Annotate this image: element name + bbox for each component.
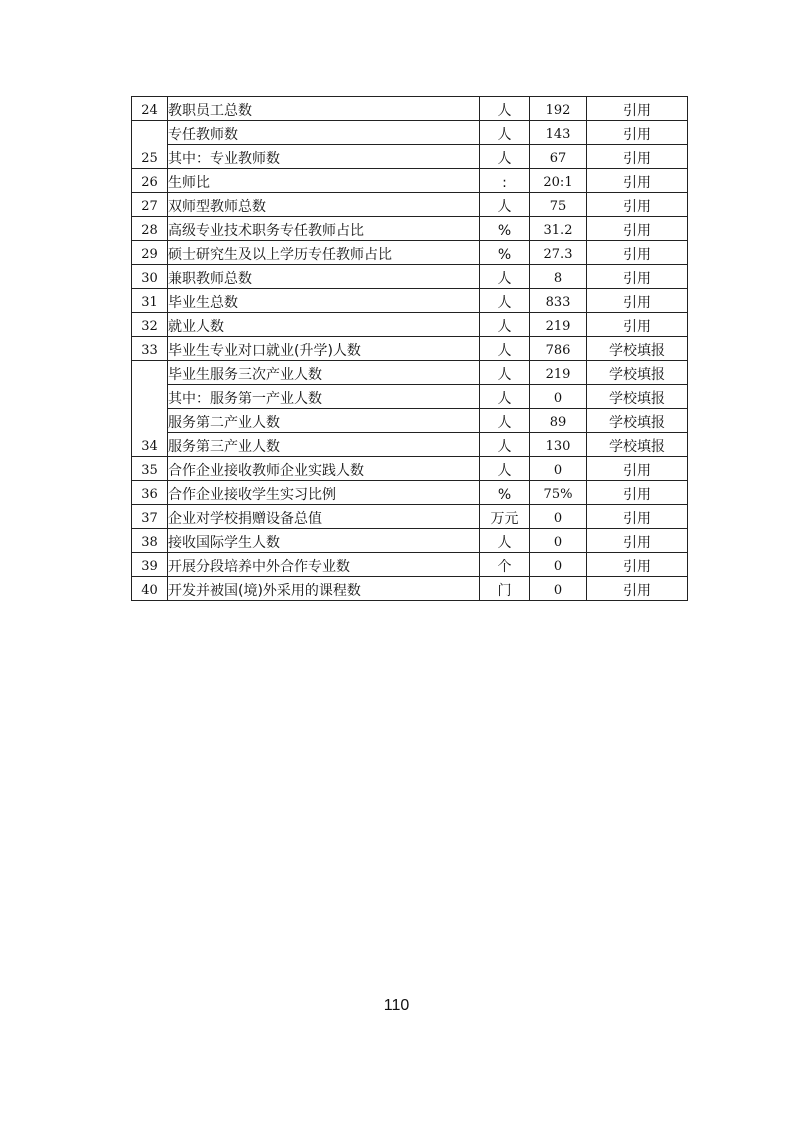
unit: 人 bbox=[480, 433, 530, 457]
source: 引用 bbox=[587, 553, 688, 577]
value: 219 bbox=[530, 361, 587, 385]
value: 0 bbox=[530, 385, 587, 409]
unit: 人 bbox=[480, 529, 530, 553]
table-row bbox=[132, 529, 688, 553]
source: 学校填报 bbox=[587, 385, 688, 409]
indicator-name: 开发并被国(境)外采用的课程数 bbox=[168, 577, 480, 601]
row-number: 36 bbox=[132, 481, 168, 505]
unit: 人 bbox=[480, 265, 530, 289]
unit: % bbox=[480, 481, 530, 505]
row-number: 28 bbox=[132, 217, 168, 241]
indicator-name: 毕业生专业对口就业(升学)人数 bbox=[168, 337, 480, 361]
indicator-name: 就业人数 bbox=[168, 313, 480, 337]
value: 219 bbox=[530, 313, 587, 337]
unit: 人 bbox=[480, 97, 530, 121]
value: 0 bbox=[530, 553, 587, 577]
row-number: 38 bbox=[132, 529, 168, 553]
value: 27.3 bbox=[530, 241, 587, 265]
unit: 人 bbox=[480, 457, 530, 481]
indicator-name: 服务第三产业人数 bbox=[168, 433, 480, 457]
row-number: 24 bbox=[132, 97, 168, 121]
indicator-name: 其中：专业教师数 bbox=[168, 145, 480, 169]
unit: % bbox=[480, 217, 530, 241]
value: 130 bbox=[530, 433, 587, 457]
row-number: 34 bbox=[132, 361, 168, 457]
row-number: 31 bbox=[132, 289, 168, 313]
source: 引用 bbox=[587, 313, 688, 337]
unit: 人 bbox=[480, 409, 530, 433]
value: 0 bbox=[530, 505, 587, 529]
source: 引用 bbox=[587, 505, 688, 529]
indicator-name: 教职员工总数 bbox=[168, 97, 480, 121]
row-number: 35 bbox=[132, 457, 168, 481]
indicator-name: 生师比 bbox=[168, 169, 480, 193]
unit: 人 bbox=[480, 121, 530, 145]
value: 0 bbox=[530, 529, 587, 553]
table-row bbox=[132, 505, 688, 529]
table-row bbox=[132, 361, 688, 385]
value: 0 bbox=[530, 457, 587, 481]
unit: 万元 bbox=[480, 505, 530, 529]
value: 89 bbox=[530, 409, 587, 433]
row-number: 33 bbox=[132, 337, 168, 361]
source: 引用 bbox=[587, 289, 688, 313]
row-number: 32 bbox=[132, 313, 168, 337]
table-row bbox=[132, 337, 688, 361]
source: 引用 bbox=[587, 577, 688, 601]
value: 67 bbox=[530, 145, 587, 169]
table-row bbox=[132, 241, 688, 265]
indicator-name: 专任教师数 bbox=[168, 121, 480, 145]
row-number: 29 bbox=[132, 241, 168, 265]
table-row bbox=[132, 385, 688, 409]
source: 引用 bbox=[587, 529, 688, 553]
row-number: 27 bbox=[132, 193, 168, 217]
indicator-name: 毕业生服务三次产业人数 bbox=[168, 361, 480, 385]
indicator-name: 毕业生总数 bbox=[168, 289, 480, 313]
indicator-name: 其中：服务第一产业人数 bbox=[168, 385, 480, 409]
value: 75% bbox=[530, 481, 587, 505]
table-row bbox=[132, 577, 688, 601]
table-row bbox=[132, 409, 688, 433]
indicator-name: 兼职教师总数 bbox=[168, 265, 480, 289]
table-row bbox=[132, 145, 688, 169]
indicator-name: 开展分段培养中外合作专业数 bbox=[168, 553, 480, 577]
row-number: 39 bbox=[132, 553, 168, 577]
row-number: 25 bbox=[132, 121, 168, 169]
unit: 门 bbox=[480, 577, 530, 601]
indicator-name: 高级专业技术职务专任教师占比 bbox=[168, 217, 480, 241]
table-row bbox=[132, 481, 688, 505]
table-row bbox=[132, 97, 688, 121]
indicator-name: 服务第二产业人数 bbox=[168, 409, 480, 433]
source: 引用 bbox=[587, 457, 688, 481]
unit: : bbox=[480, 169, 530, 193]
unit: 人 bbox=[480, 313, 530, 337]
page-number: 110 bbox=[383, 997, 410, 1014]
value: 143 bbox=[530, 121, 587, 145]
indicator-name: 双师型教师总数 bbox=[168, 193, 480, 217]
table-row bbox=[132, 265, 688, 289]
row-number: 37 bbox=[132, 505, 168, 529]
source: 引用 bbox=[587, 97, 688, 121]
source: 引用 bbox=[587, 145, 688, 169]
table-row bbox=[132, 217, 688, 241]
table-row bbox=[132, 121, 688, 145]
table-row bbox=[132, 193, 688, 217]
table-row bbox=[132, 433, 688, 457]
source: 学校填报 bbox=[587, 361, 688, 385]
unit: % bbox=[480, 241, 530, 265]
unit: 个 bbox=[480, 553, 530, 577]
value: 786 bbox=[530, 337, 587, 361]
table-row bbox=[132, 457, 688, 481]
source: 引用 bbox=[587, 217, 688, 241]
value: 192 bbox=[530, 97, 587, 121]
source: 引用 bbox=[587, 481, 688, 505]
source: 学校填报 bbox=[587, 337, 688, 361]
table-row bbox=[132, 313, 688, 337]
unit: 人 bbox=[480, 337, 530, 361]
table-row bbox=[132, 553, 688, 577]
value: 31.2 bbox=[530, 217, 587, 241]
row-number: 26 bbox=[132, 169, 168, 193]
unit: 人 bbox=[480, 361, 530, 385]
value: 0 bbox=[530, 577, 587, 601]
source: 引用 bbox=[587, 193, 688, 217]
source: 学校填报 bbox=[587, 433, 688, 457]
table-row bbox=[132, 289, 688, 313]
source: 学校填报 bbox=[587, 409, 688, 433]
source: 引用 bbox=[587, 265, 688, 289]
value: 75 bbox=[530, 193, 587, 217]
table-row bbox=[132, 169, 688, 193]
value: 20:1 bbox=[530, 169, 587, 193]
value: 833 bbox=[530, 289, 587, 313]
unit: 人 bbox=[480, 385, 530, 409]
source: 引用 bbox=[587, 121, 688, 145]
unit: 人 bbox=[480, 289, 530, 313]
indicator-name: 硕士研究生及以上学历专任教师占比 bbox=[168, 241, 480, 265]
value: 8 bbox=[530, 265, 587, 289]
indicator-name: 接收国际学生人数 bbox=[168, 529, 480, 553]
row-number: 30 bbox=[132, 265, 168, 289]
unit: 人 bbox=[480, 193, 530, 217]
source: 引用 bbox=[587, 169, 688, 193]
row-number: 40 bbox=[132, 577, 168, 601]
source: 引用 bbox=[587, 241, 688, 265]
indicator-name: 合作企业接收教师企业实践人数 bbox=[168, 457, 480, 481]
statistics-table bbox=[131, 96, 688, 601]
unit: 人 bbox=[480, 145, 530, 169]
indicator-name: 企业对学校捐赠设备总值 bbox=[168, 505, 480, 529]
indicator-name: 合作企业接收学生实习比例 bbox=[168, 481, 480, 505]
